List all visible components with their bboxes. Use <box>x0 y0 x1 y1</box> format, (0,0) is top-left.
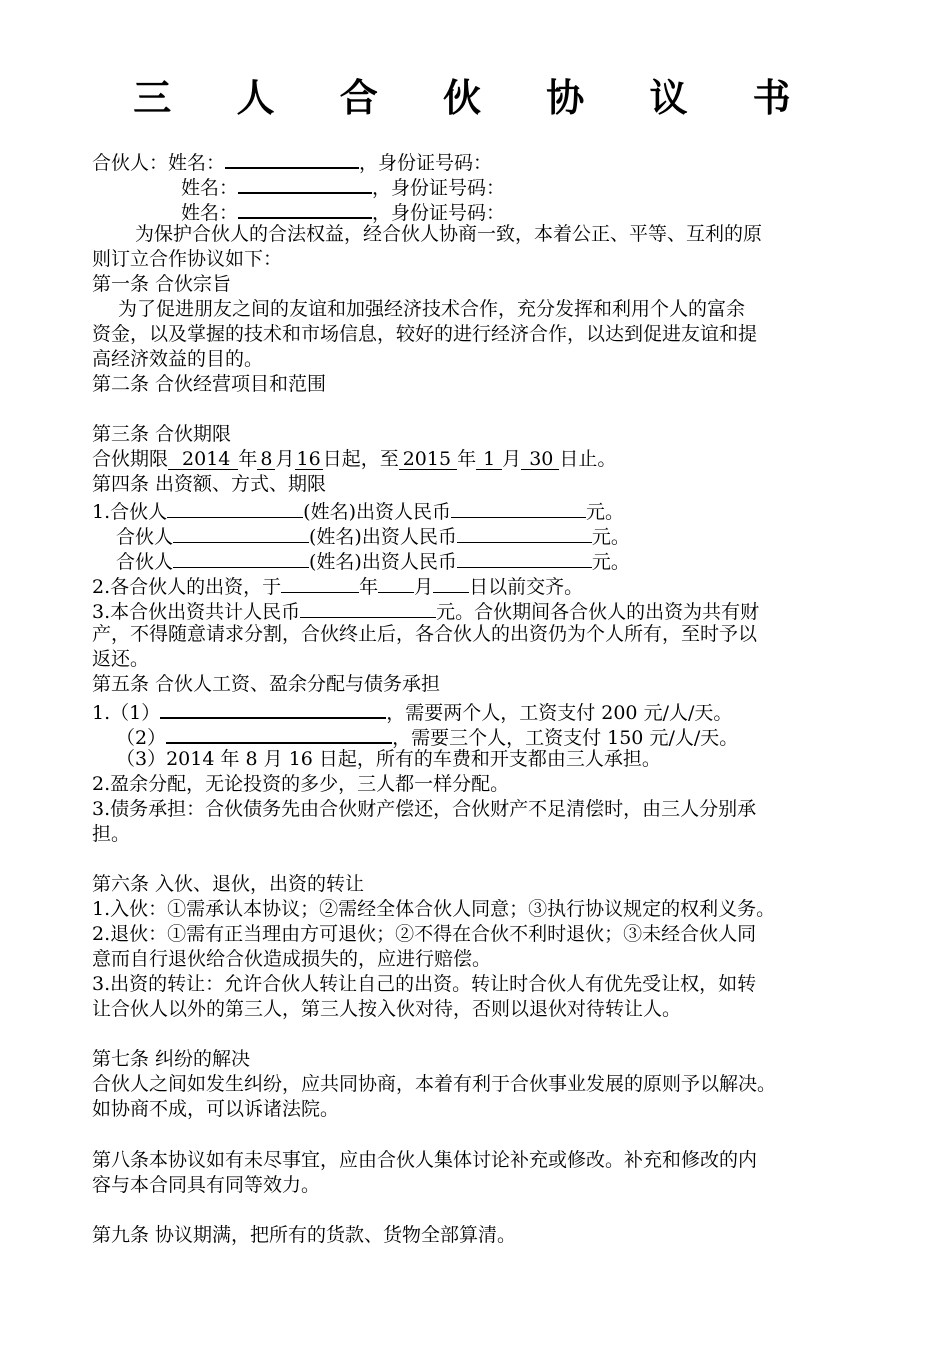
withdraw-line-1: 2.退伙：①需有正当理由方可退伙；②不得在合伙不利时退伙；③未经合伙人同 <box>92 923 757 945</box>
article-1-heading: 第一条 合伙宗旨 <box>92 273 232 295</box>
wage-suffix: ，需要两个人，工资支付 200 元/人/天。 <box>386 702 733 724</box>
wage-row-3: （3）2014 年 8 月 16 日起，所有的车费和开支都由三人承担。 <box>116 748 661 770</box>
yuan: 元。 <box>591 526 630 548</box>
name-paren: (姓名)出资人民币 <box>309 551 457 573</box>
contribution-row-1 <box>92 497 624 525</box>
article-1-line-2: 资金，以及掌握的技术和市场信息，较好的进行经济合作，以达到促进友谊和提 <box>92 323 758 345</box>
article-5-heading: 第五条 合伙人工资、盈余分配与债务承担 <box>92 673 441 695</box>
end-month[interactable]: 1 <box>476 449 502 470</box>
item2-c: 月 <box>414 576 434 598</box>
article-4-line: 产，不得随意请求分割，合伙终止后，各合伙人的出资仍为个人所有，至时予以 <box>92 623 758 645</box>
article-2-heading: 第二条 合伙经营项目和范围 <box>92 373 327 395</box>
name-label: 姓名： <box>181 177 239 199</box>
partner-word: 合伙人 <box>110 501 168 523</box>
item2-b: 年 <box>359 576 379 598</box>
month-blank[interactable] <box>378 572 414 593</box>
partner-name-blank[interactable] <box>167 497 303 518</box>
amount-blank[interactable] <box>457 547 592 568</box>
name-paren: (姓名)出资人民币 <box>303 501 451 523</box>
document-title: 三 人 合 伙 协 议 书 <box>133 76 817 120</box>
profit-distribution: 2.盈余分配，无论投资的多少，三人都一样分配。 <box>92 773 510 795</box>
partners-label: 合伙人： <box>92 152 169 174</box>
id-label: ，身份证号码： <box>359 152 493 174</box>
transfer-line-2: 让合伙人以外的第三人，第三人按入伙对待，否则以退伙对待转让人。 <box>92 998 682 1020</box>
join-line: 1.入伙：①需承认本协议；②需经全体合伙人同意；③执行协议规定的权利义务。 <box>92 898 776 920</box>
partner-word: 合伙人 <box>116 551 174 573</box>
article-8-line-1: 第八条本协议如有未尽事宜，应由合伙人集体讨论补充或修改。补充和修改的内 <box>92 1149 758 1171</box>
article-6-heading: 第六条 入伙、退伙，出资的转让 <box>92 873 365 895</box>
debt-line-1: 3.债务承担：合伙债务先由合伙财产偿还，合伙财产不足清偿时，由三人分别承 <box>92 798 757 820</box>
partner-name-blank[interactable] <box>173 522 309 543</box>
article-1-line-3: 高经济效益的目的。 <box>92 348 264 370</box>
day-blank[interactable] <box>433 572 469 593</box>
item2-a: 2.各合伙人的出资，于 <box>92 576 282 598</box>
end-suffix: 日止。 <box>559 448 617 470</box>
article-8-line-2: 容与本合同具有同等效力。 <box>92 1174 321 1196</box>
amount-blank[interactable] <box>457 522 592 543</box>
year-blank[interactable] <box>281 572 359 593</box>
start-month[interactable]: 8 <box>257 449 275 470</box>
end-year[interactable]: 2015 <box>399 449 457 470</box>
intro-line-2: 则订立合作协议如下： <box>92 248 283 270</box>
transfer-line-1: 3.出资的转让：允许合伙人转让自己的出资。转让时合伙人有优先受让权，如转 <box>92 973 757 995</box>
wage-blank[interactable] <box>166 722 392 744</box>
start-suffix: 日起，至 <box>322 448 399 470</box>
dispute-line-1: 合伙人之间如发生纠纷，应共同协商，本着有利于合伙事业发展的原则予以解决。 <box>92 1073 777 1095</box>
article-4-heading: 第四条 出资额、方式、期限 <box>92 473 327 495</box>
article-7-heading: 第七条 纠纷的解决 <box>92 1048 251 1070</box>
article-3-term <box>92 447 616 472</box>
debt-line-2: 担。 <box>92 823 131 845</box>
item3-b: 元。合伙期间各合伙人的出资为共有财 <box>436 601 760 623</box>
intro-line-1: 为保护合伙人的合法权益，经合伙人协商一致，本着公正、平等、互利的原 <box>135 223 763 245</box>
id-label: ，身份证号码： <box>372 202 506 224</box>
wage-prefix: （2） <box>116 727 167 749</box>
article-9-line-1: 第九条 协议期满，把所有的货款、货物全部算清。 <box>92 1224 517 1246</box>
dispute-line-2: 如协商不成，可以诉诸法院。 <box>92 1098 340 1120</box>
name-blank[interactable] <box>225 147 359 169</box>
end-day[interactable]: 30 <box>521 449 559 470</box>
month-char: 月 <box>502 448 522 470</box>
article-4-line: 返还。 <box>92 648 150 670</box>
amount-blank[interactable] <box>451 497 586 518</box>
term-prefix: 合伙期限 <box>92 448 169 470</box>
contribution-row-3 <box>116 547 630 575</box>
name-label: 姓名： <box>181 202 239 224</box>
wage-blank[interactable] <box>160 697 386 719</box>
wage-prefix: 1.（1） <box>92 702 161 724</box>
year-char: 年 <box>457 448 477 470</box>
item3-a: 3.本合伙出资共计人民币 <box>92 601 301 623</box>
yuan: 元。 <box>585 501 624 523</box>
article-1-line-1: 为了促进朋友之间的友谊和加强经济技术合作，充分发挥和利用个人的富余 <box>118 298 746 320</box>
article-3-heading: 第三条 合伙期限 <box>92 423 232 445</box>
item2-d: 日以前交齐。 <box>469 576 584 598</box>
withdraw-line-2: 意而自行退伙给合伙造成损失的，应进行赔偿。 <box>92 948 492 970</box>
year-char: 年 <box>238 448 258 470</box>
start-year[interactable]: 2014 <box>168 449 238 470</box>
yuan: 元。 <box>591 551 630 573</box>
contribution-row-2 <box>116 522 630 550</box>
id-label: ，身份证号码： <box>372 177 506 199</box>
month-char: 月 <box>275 448 295 470</box>
total-blank[interactable] <box>300 597 436 618</box>
item-number: 1. <box>92 501 111 523</box>
start-day[interactable]: 16 <box>296 448 321 470</box>
contribution-date <box>92 572 583 600</box>
name-blank[interactable] <box>238 197 372 219</box>
name-paren: (姓名)出资人民币 <box>309 526 457 548</box>
partner-word: 合伙人 <box>116 526 174 548</box>
wage-suffix: ，需要三个人，工资支付 150 元/人/天。 <box>392 727 739 749</box>
name-blank[interactable] <box>238 172 372 194</box>
total-contribution <box>92 597 759 625</box>
partner-name-blank[interactable] <box>173 547 309 568</box>
name-label: 姓名： <box>168 152 226 174</box>
